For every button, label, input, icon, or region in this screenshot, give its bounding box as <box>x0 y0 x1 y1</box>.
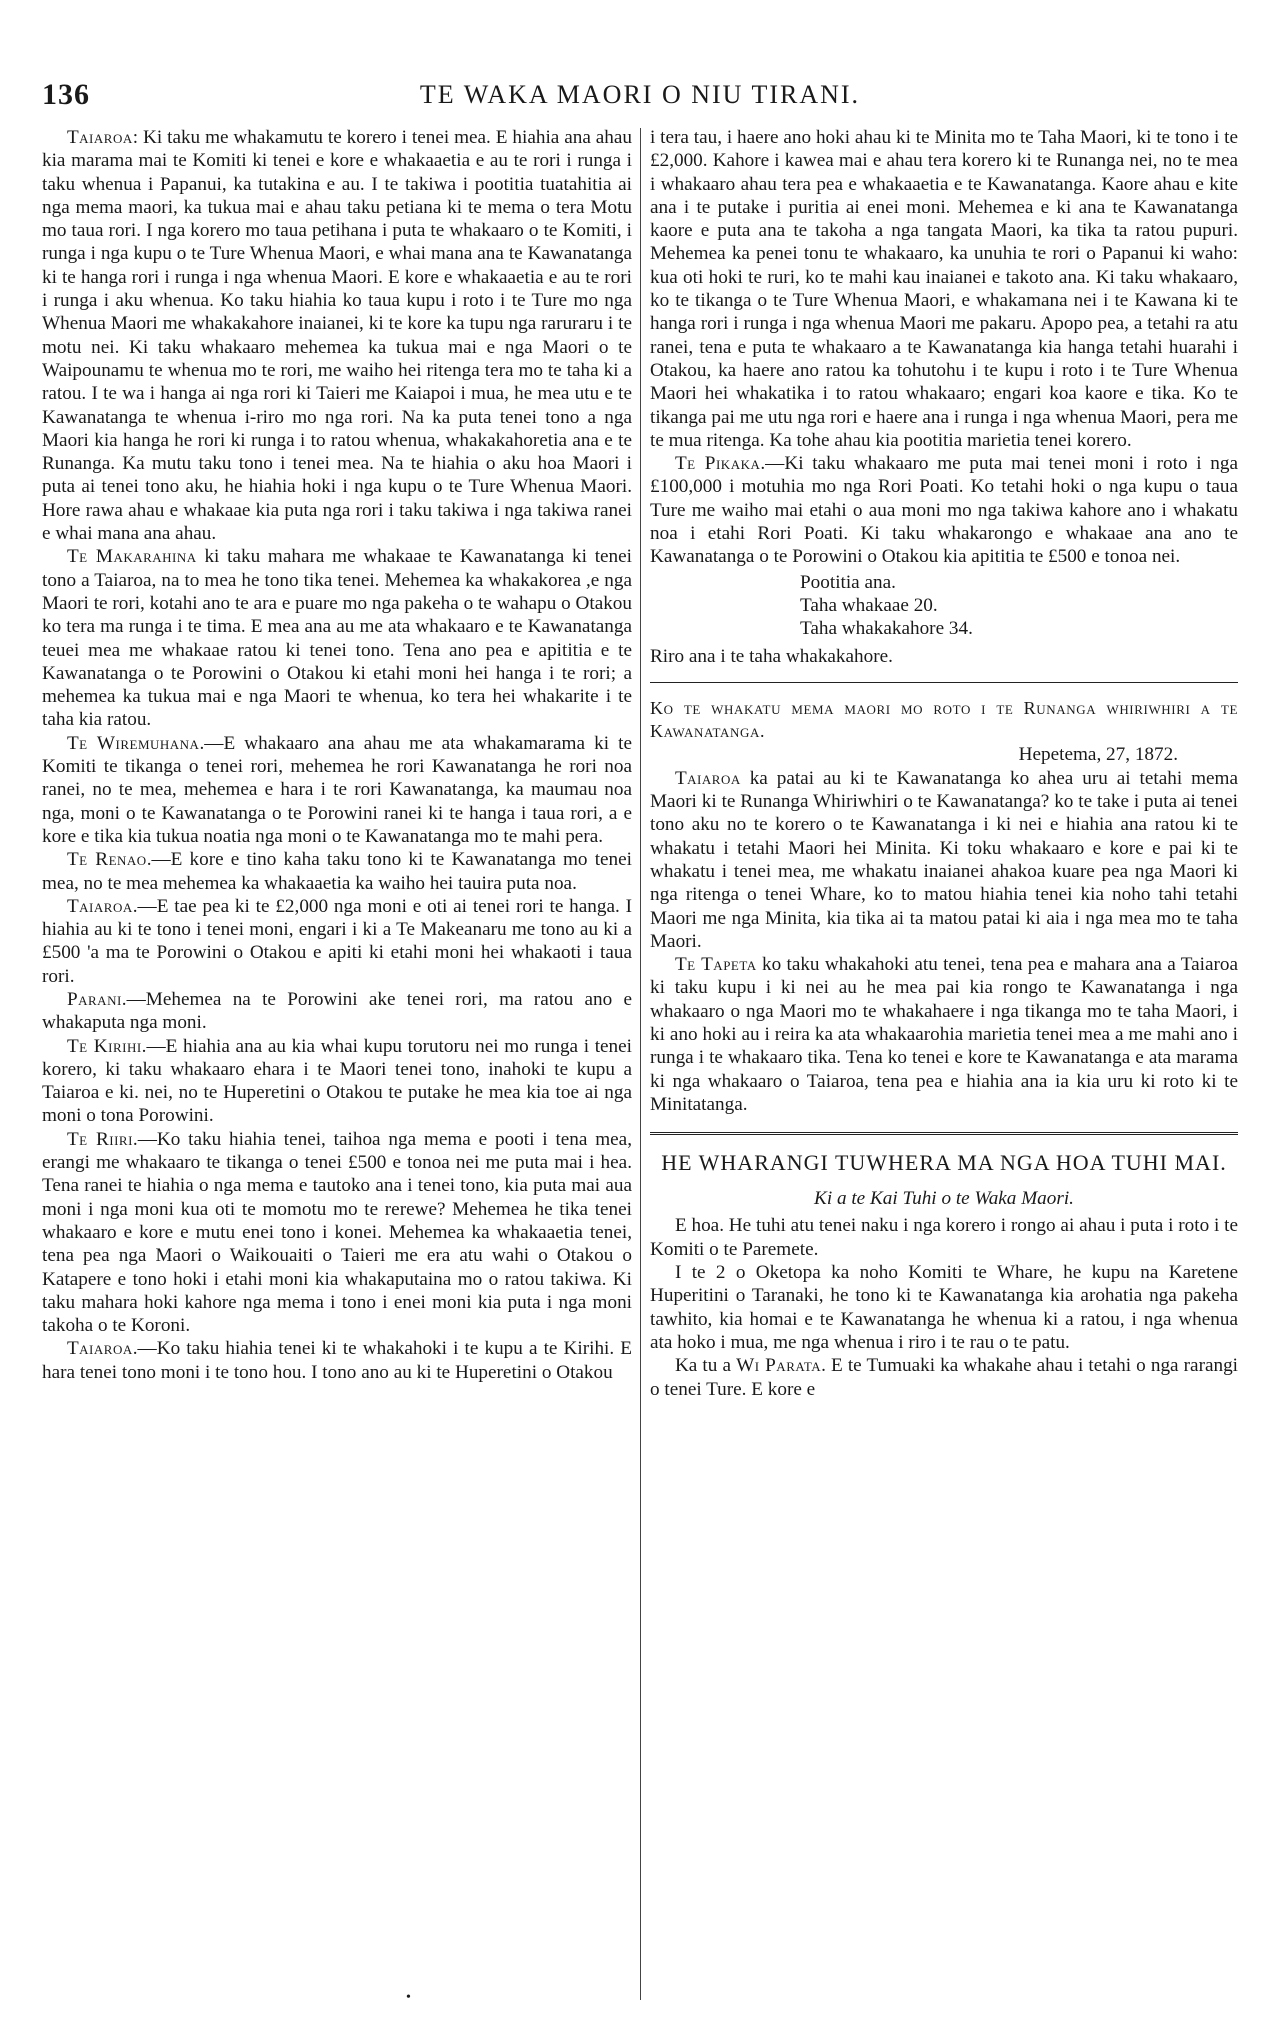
speech-paragraph <box>42 848 632 895</box>
vote-line: Pootitia ana. <box>800 571 896 593</box>
speech-paragraph <box>650 953 1238 1116</box>
speech-paragraph <box>42 1128 632 1338</box>
right-column <box>650 126 1238 2006</box>
letter-paragraph: E hoa. He tuhi atu tenei naku i nga korero i rongo ai ahau i puta i roto i te Komiti o te Paremete. <box>650 1215 1238 1260</box>
speech-text: E kore e tino kaha taku tono ki te Kawanatanga mo tenei mea, no te mea mehemea ka whakaaetia ka waiho hei tauira puta noa. <box>42 849 632 894</box>
speech-paragraph <box>42 1337 632 1384</box>
speaker-name: Taiaroa <box>674 767 741 789</box>
salutation: Ki a te Kai Tuhi o te Waka Maori. <box>814 1188 1074 1210</box>
left-column <box>42 126 632 2006</box>
right-speeches <box>650 452 1238 568</box>
speech-paragraph <box>42 126 632 545</box>
letter-paragraph-last <box>650 1354 1238 1401</box>
speaker-name: Parani <box>66 988 122 1010</box>
running-title: TE WAKA MAORI O NIU TIRANI. <box>419 80 861 109</box>
speaker-separator: : <box>132 127 143 148</box>
speaker-separator: .— <box>132 895 157 917</box>
section-rule <box>650 682 1238 683</box>
speaker-separator: .— <box>760 453 785 475</box>
vote-line: Taha whakakahore 34. <box>800 618 973 640</box>
column-divider <box>640 128 641 2000</box>
speaker-separator: .— <box>121 988 146 1010</box>
speech-paragraph <box>42 1035 632 1128</box>
newspaper-page <box>42 70 1238 2010</box>
speaker-name: Taiaroa <box>66 127 133 148</box>
speech-paragraph <box>42 988 632 1035</box>
speaker-name: Te Renao <box>66 849 147 871</box>
speaker-name: Taiaroa <box>66 1338 133 1360</box>
speech-text: E whakaaro ana ahau me ata whakamarama ki te Komiti te tikanga o tenei rori, mehemea he rori Kawanatanga he rori noa ranei, no te mea, mehemea e hara i te rori Kawanatanga, ka maumau noa nga, moni o te Kawanatanga o te Porowini ranei ki te hanga i taua rori, a e kore e tika kia tukua noatia nga moni o te Kawanatanga mo te mahi pera. <box>42 732 632 847</box>
speech-text: E tae pea ki te £2,000 nga moni e oti ai tenei rori te hanga. I hiahia au ki te tono i tenei moni, engari i ki a Te Makeanaru me tono au ki a £500 'a ma te Porowini o Otakou e apiti ki etahi moni hei whakaoti i taua rori. <box>42 895 632 987</box>
speaker-name: Taiaroa <box>66 895 133 917</box>
speaker-name: Te Kirihi <box>66 1035 142 1057</box>
speech-text: Ki taku whakaaro me puta mai tenei moni i roto i nga £100,000 i motuhia mo nga Rori Poati. Ko tetahi hoki o nga kupu o taua Ture me waiho mai etahi o aua moni mo nga takiwa kahore ano i whakatu noa i etahi Rori Poati. Ki taku whakarongo e whakaae ana ano te Kawanatanga o te Porowini o Otakou kia apititia te £500 e tonoa nei. <box>650 453 1238 568</box>
speech-text: Ki taku me whakamutu te korero i tenei mea. E hiahia ana ahau kia marama mai te Komiti ki tenei e kore e whakaaetia e au te rori i runga i taku whenua i Papanui, ka tutakina e au. I te takiwa i pootitia tuatahitia ai nga mema maori, ka tukua mai e ahau taku petiana ki te mema o tera Motu mo taua rori. I nga korero mo taua petihana i puta te whakaaro o te Komiti, i runga i nga kupu o te Ture Whenua Maori, e whai mana ana te Kawanatanga ki te hanga rori i runga i nga whenua Maori. E kore e whakaaetia e au te rori i runga i aku whenua. Ko taku hiahia ko taua kupu i roto i te Ture mo nga Whenua Maori me whakakahore inaianei, ki te kore ka tupu nga raruraru i te motu nei. Ki taku whakaaro mehemea ka tukua mai e nga Maori o te Waipounamu te whenua mo te rori, me waiho hei ritenga tera mo te taha ki a ratou. I te wa i hanga ai nga rori ki Taieri me Kaiapoi i mua, he mea utu e te Kawanatanga te whenua i-riro mo nga rori. Na ka puta tenei tono a nga Maori kia hanga he rori ki runga i to ratou whenua, whakakahoretia ana e te Runanga. Ka mutu taku tono i tenei mea. Na te hiahia o aku hoa Maori i puta ai tenei tono aku, he hiahia hoki i nga kupu o te Ture Whenua Maori. Hore rawa ahau e whakaae kia puta nga rori i taku takiwa i nga takiwa ranei e whai mana ana ahau. <box>42 127 632 545</box>
lead-text: Ka tu a <box>674 1355 737 1377</box>
vote-tally <box>650 571 1238 641</box>
vote-line: Taha whakaae 20. <box>800 594 938 616</box>
speech-text: Ko taku hiahia tenei, taihoa nga mema e pooti i tena mea, erangi me whakaaro te tikanga o tenei £500 e tonoa nei me puta mai i hea. Tena ranei te hiahia o nga mema e tautoko ana i tenei tono, kia puta mai aua moni i nga moni kua oti te momotu mo te rerewe? Mehemea he tika tenei whakaaro e kore e mutu enei tono i konei. Mehemea ka whakaaetia tenei, tena pea nga Maori o Waikouaiti o Taieri me era atu wahi o Otakou o Katapere e tono hoki i etahi moni kia whakaputaina mo o ratou takiwa. Ki taku mahara hoki kahore nga mema i tono i enei moni kia puta i nga moni takoha o te Koroni. <box>42 1128 632 1337</box>
speaker-name: Wi Parata <box>736 1355 822 1377</box>
page-header <box>42 70 1238 126</box>
notice-paragraphs <box>650 767 1238 1116</box>
speaker-separator: .— <box>199 732 224 754</box>
speech-text: ko taku whakahoki atu tenei, tena pea e mahara ana a Taiaroa ki taku kupu i ki nei au he mea pai kia rongo te Kawanatanga i nga whakaaro o nga Maori mo te whakahaere i nga tikanga mo te taha Maori, i ki ano hoki au i reira ka ata whakaarohia marietia tenei mea a me mahi ano i runga i te whakaaro tika. Tena ko tenei e kore te Kawanatanga e ata marama ki nga whakaaro o Taiaroa, tena pea e hiahia ana ia kia uru ki roto ki te Minitatanga. <box>650 954 1238 1115</box>
vote-result: Riro ana i te taha whakakahore. <box>650 645 893 667</box>
speaker-name: Te Pikaka <box>674 453 761 475</box>
speech-paragraph <box>42 545 632 731</box>
speaker-separator: .— <box>146 849 171 871</box>
speech-paragraph <box>42 895 632 988</box>
speaker-separator: .— <box>132 1338 157 1360</box>
speaker-separator <box>741 768 750 789</box>
speech-text: E hiahia ana au kia whai kupu torutoru nei mo runga i tenei korero, ki taku whakaaro ehara i te Maori tenei tono, inahoki te kupu a Taiaroa e ki. nei, no te Huperetini o Otakou te putake he mea kia toe ai nga moni o tona Porowini. <box>42 1035 632 1127</box>
speaker-name: Te Makarahina <box>66 546 197 568</box>
speaker-separator: .— <box>141 1035 166 1057</box>
columns <box>42 126 1238 2006</box>
continued-paragraph: i tera tau, i haere ano hoki ahau ki te Minita mo te Taha Maori, ki te tono i te £2,000. Kahore i kawea mai e ahau tera korero ki te Runanga nei, no te mea i whakaaro ahau tera pea e whakaaetia e te Kawanatanga. Kaore ahau e kite ana i te putake i puritia ai enei moni. Mehemea e ki ana te Kawanatanga kaore e puta ana te takoha a nga tangata Maori, ka tika ta ratou pupuri. Mehemea ka penei tonu te whakaaro, ka unuhia te rori o Papanui ki waho: kua oti hoki te ruri, ko te mahi kau inaianei e takoto ana. Ki taku whakaaro, ko te tikanga o te Ture Whenua Maori, e whakamana nei i te Kawana ki te hanga rori i runga i nga whenua Maori me pakaru. Apopo pea, a tetahi ra atu ranei, tena e puta te whakaaro a te Kawanatanga kia hanga tetahi huarahi i Otakou, ka haere ano ratou ka tohutohu i te kupu i roto i te Ture Whenua Maori hei whakatika i to ratou whakaaro; engari koa kaore e tika. Ko te tikanga pai me utu nga rori e haere ana i runga i nga whenua Maori, pera me te mua ritenga. Ka tohe ahau kia pootitia marietia tenei korero. <box>650 127 1238 451</box>
section-rule-double <box>650 1132 1238 1135</box>
speech-text: Mehemea na te Porowini ake tenei rori, ma ratou ano e whakaputa nga moni. <box>42 988 632 1034</box>
print-mark: • <box>406 1990 411 2005</box>
section-title: HE WHARANGI TUWHERA MA NGA HOA TUHI MAI. <box>661 1150 1227 1176</box>
speech-text: ka patai au ki te Kawanatanga ko ahea uru ai tetahi mema Maori ki te Runanga Whiriwhiri o te Kawanatanga? ko te take i puta ai tenei tono aku no te korero o te Kawanatanga i ki nei e hiahia ana ratou ki te whakatu i tetahi Maori hei Minita. Ki toku whakaaro e kore e pai ki te whakatu i tenei mea, me whakatu inaianei ahakoa kuare pea nga Maori ki nga ritenga o tenei Whare, ko to matou hiahia tenei kia noho tahi tetahi Maori me nga Minita, kia tika ai ta matou patai ki aia i nga mea mo te taha Maori. <box>650 767 1238 952</box>
speech-text: ki taku mahara me whakaae te Kawanatanga ki tenei tono a Taiaroa, na to mea he tono tika tenei. Mehemea ka whakakorea ,e nga Maori te rori, kotahi ano te ara e puare mo nga pakeha o te wahapu o Otakou ko tera ma runga i te tima. E mea ana au me ata whakaaro e te Kawanatanga teuei mea me whakaae ratou ki tenei tono. Tena ano pea e apititia e te Kawanatanga o te Porowini o Otakou ki etahi moni hei hanga i te rori; a mehemea ka tukua mai e nga Maori te whenua, ko tera hei whakarite i te taha kia ratou. <box>42 546 632 731</box>
page-number: 136 <box>42 78 90 111</box>
speaker-name: Te Riiri <box>66 1128 133 1150</box>
speaker-name: Te Wiremuhana <box>66 732 200 754</box>
speech-paragraph <box>650 767 1238 953</box>
speech-text: Ko taku hiahia tenei ki te whakahoki i te kupu a te Kirihi. E hara tenei tono moni i te tono hou. I tono ano au ki te Huperetini o Otakou <box>42 1338 632 1383</box>
speech-text: . E te Tumuaki ka whakahe ahau i tetahi o nga rarangi o tenei Ture. E kore e <box>650 1355 1238 1400</box>
speech-paragraph <box>42 732 632 848</box>
notice-heading: Ko te whakatu mema maori mo roto i te Runanga whiriwhiri a te Kawanatanga. <box>650 697 1238 742</box>
speech-paragraph <box>650 452 1238 568</box>
dateline: Hepetema, 27, 1872. <box>1018 744 1178 766</box>
speaker-name: Te Tapeta <box>674 954 757 976</box>
letter-paragraph: I te 2 o Oketopa ka noho Komiti te Whare, he kupu na Karetene Huperitini o Taranaki, he tono ki te Kawanatanga kia arohatia nga pakeha tawhito, kia homai e te Kawanatanga he whenua ki a ratou, i nga whenua ata hoko i mua, me nga whenua i riro i te rau o te patu. <box>650 1262 1238 1353</box>
speaker-separator: .— <box>132 1128 157 1150</box>
